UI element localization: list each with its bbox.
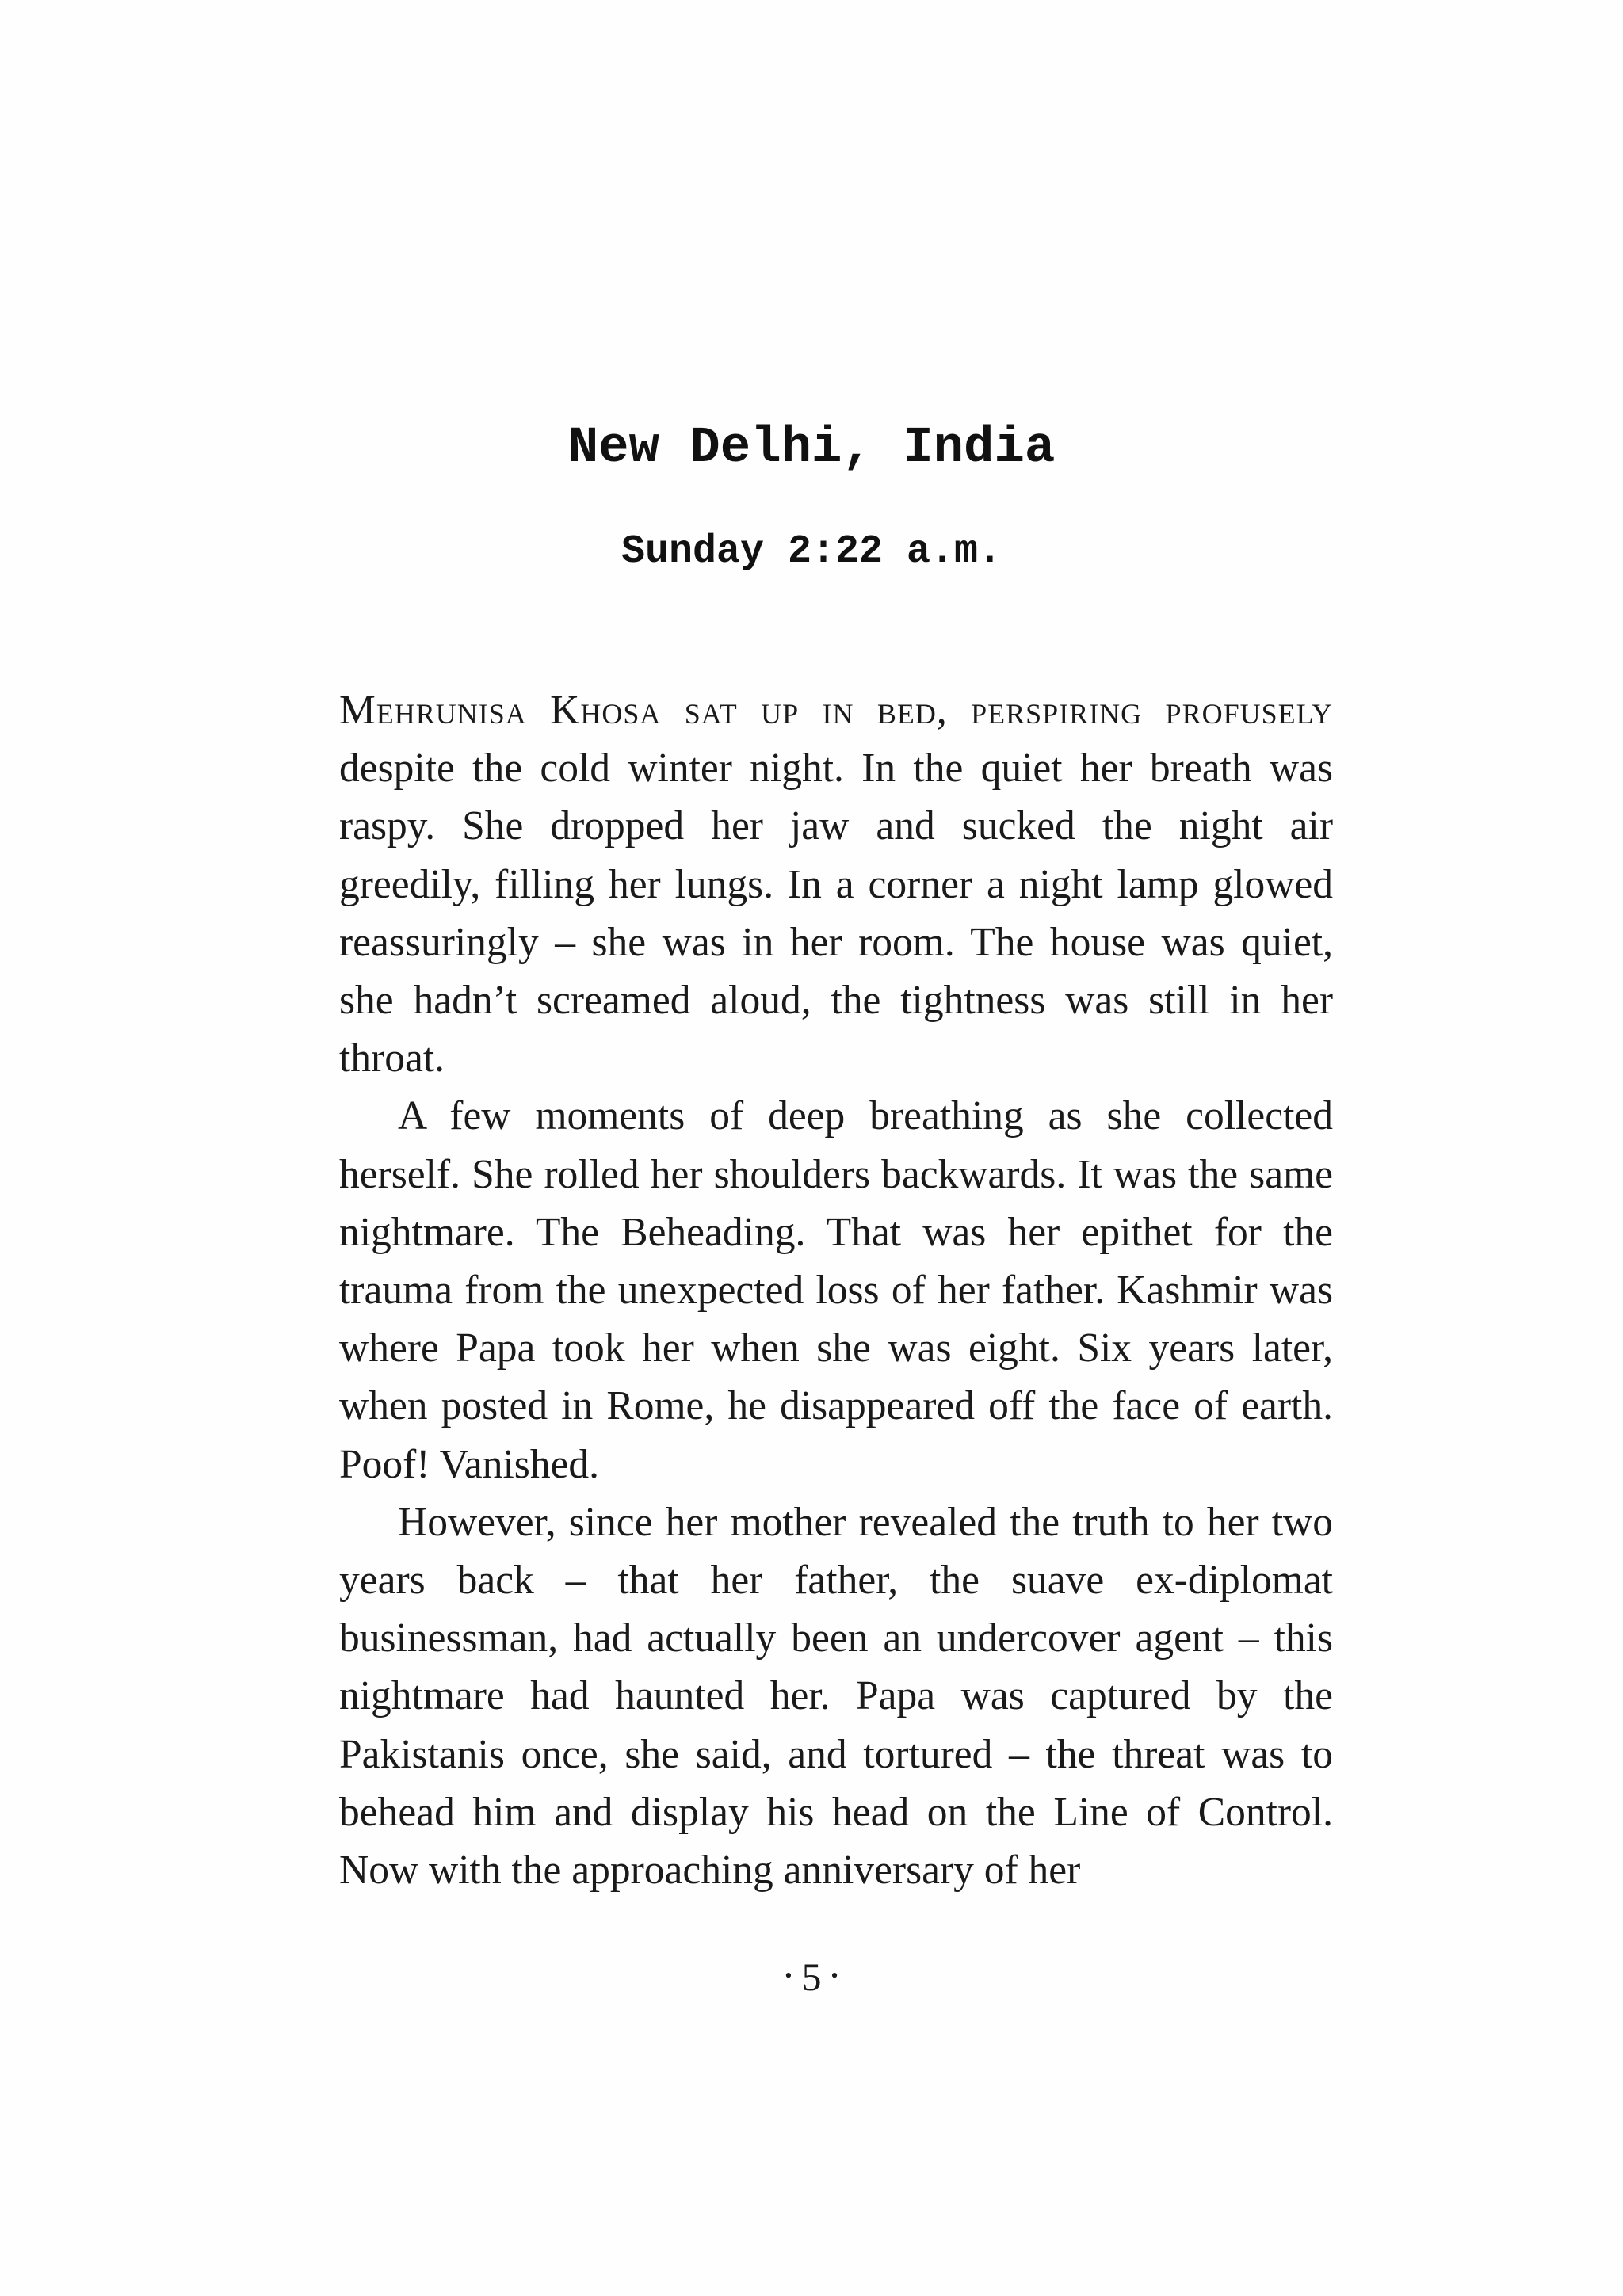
lead-in-small-caps: Mehrunisa Khosa sat up in bed, perspiring profusely: [339, 688, 1333, 733]
chapter-time-subheading: Sunday 2:22 a.m.: [621, 529, 1002, 574]
ornament-dot-left: •: [785, 1964, 792, 1987]
paragraph-1-text: despite the cold winter night. In the quiet her breath was raspy. She dropped her jaw and sucked the night air greedily, filling her lungs. In a corner a night lamp glowed reassuringly – she was in her room. The house was quiet, she hadn’t screamed aloud, the tightness was still in her throat.: [339, 746, 1333, 1081]
paragraph-1: [339, 681, 1333, 1087]
paragraph-2: A few moments of deep breathing as she collected herself. She rolled her shoulders backwards. It was the same nightmare. The Beheading. That was her epithet for the trauma from the unexpected loss of her father. Kashmir was where Papa took her when she was eight. Six years later, when posted in Rome, he disappeared off the face of earth. Poof! Vanished.: [339, 1093, 1333, 1487]
body-text: [339, 681, 1333, 1899]
page-footer: [0, 1954, 1623, 2000]
page-number: 5: [801, 1955, 822, 1999]
chapter-location-heading: New Delhi, India: [567, 420, 1056, 477]
ornament-dot-right: •: [831, 1964, 838, 1987]
paragraph-3: However, since her mother revealed the truth to her two years back – that her father, the suave ex-diplomat businessman, had actually been an undercover agent – this nightmare had haunted her. Papa was captured by the Pakistanis once, she said, and tortured – the threat was to behead him and display his head on the Line of Control. Now with the approaching anniversary of her: [339, 1499, 1333, 1894]
